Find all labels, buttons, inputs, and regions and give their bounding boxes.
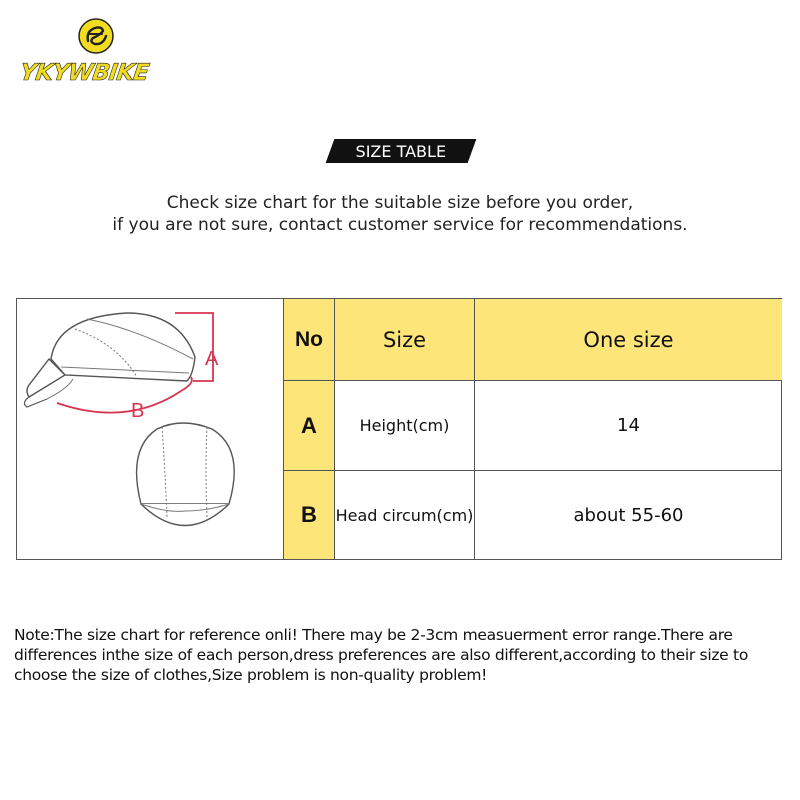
row-value: about 55-60	[475, 471, 783, 559]
note-text: Note:The size chart for reference onli! There may be 2-3cm measuerment error range.There are differences inthe size of each person,dress preferences are also different,according to their size to choose the size of clothes,Size problem is non-quality problem!	[14, 626, 748, 684]
bicycle-circle-logo-icon	[76, 16, 116, 56]
col-header-no: No	[284, 299, 335, 381]
row-value: 14	[475, 381, 783, 471]
intro-line-2: if you are not sure, contact customer service for recommendations.	[112, 215, 688, 235]
figure-label-a: A	[205, 348, 219, 370]
row-key: A	[284, 381, 335, 471]
table-row	[284, 381, 783, 471]
row-label: Height(cm)	[335, 381, 475, 471]
brand-name: YKYWBIKE	[18, 60, 150, 86]
table-row	[284, 471, 783, 559]
intro-text	[0, 192, 800, 236]
col-header-one-size: One size	[475, 299, 783, 381]
col-header-size: Size	[335, 299, 475, 381]
table-header-row	[284, 299, 783, 381]
size-chart	[16, 298, 782, 560]
cycling-cap-illustration	[17, 299, 283, 559]
banner-label: SIZE TABLE	[355, 142, 447, 161]
brand-logo	[14, 16, 164, 86]
size-table	[283, 299, 782, 559]
row-label: Head circum(cm)	[335, 471, 475, 559]
cap-diagram	[17, 299, 284, 559]
row-key: B	[284, 471, 335, 559]
figure-label-b: B	[131, 400, 145, 422]
intro-line-1: Check size chart for the suitable size before you order,	[166, 193, 634, 213]
size-table-banner	[326, 139, 477, 163]
